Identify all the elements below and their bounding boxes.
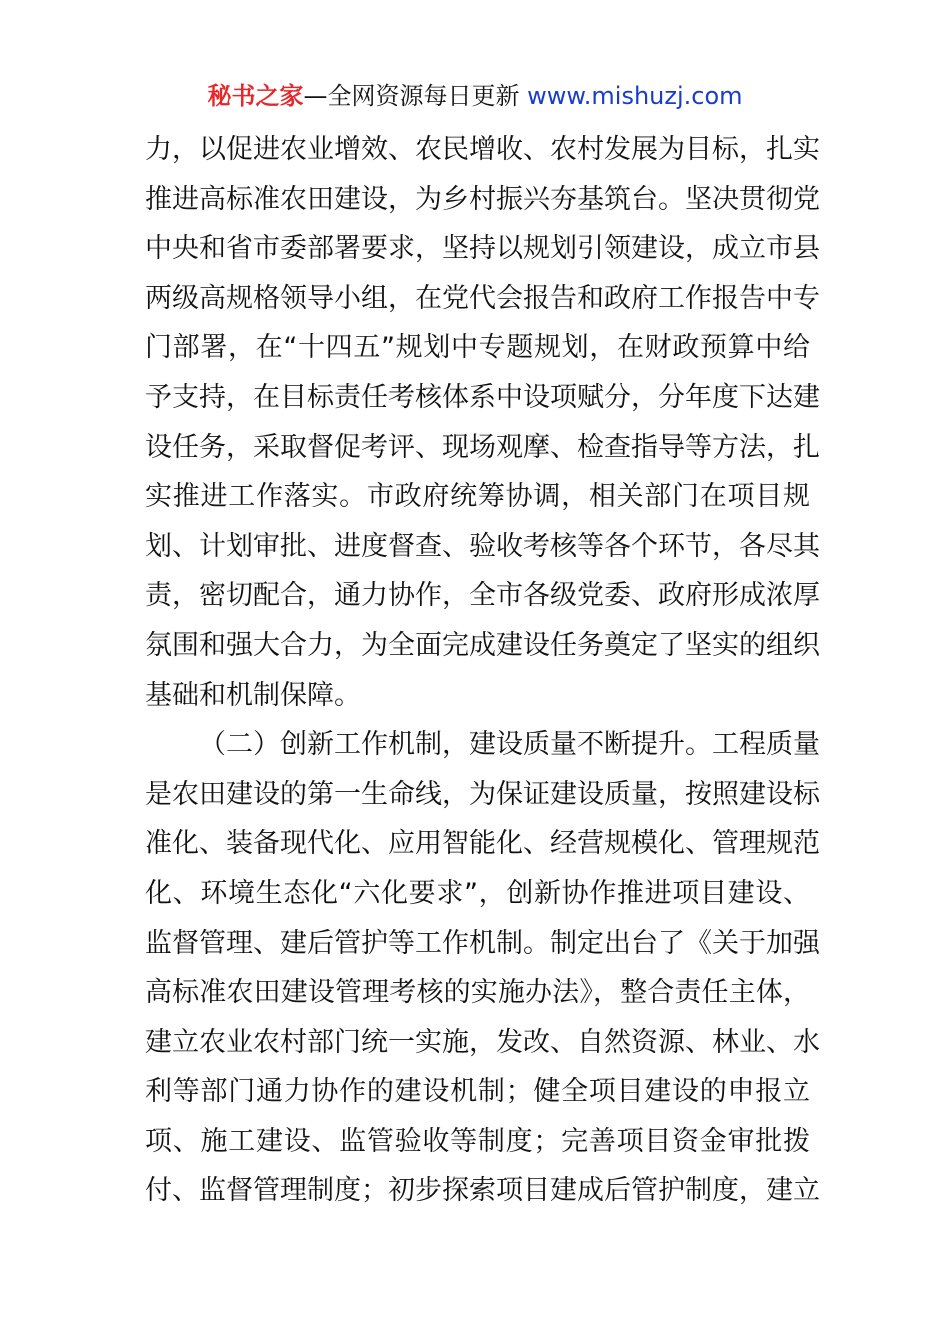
text-line: 两级高规格领导小组，在党代会报告和政府工作报告中专 xyxy=(145,282,820,314)
site-url-link[interactable]: www.mishuzj.com xyxy=(527,82,743,110)
text-line: 门部署，在“十四五”规划中专题规划，在财政预算中给 xyxy=(145,332,810,364)
paragraph-end-line: 基础和机制保障。 xyxy=(145,679,361,711)
text-line: 化、环境生态化“六化要求”，创新协作推进项目建设、 xyxy=(145,877,810,909)
page-header xyxy=(0,80,950,112)
text-line: 项、施工建设、监管验收等制度；完善项目资金审批拨 xyxy=(145,1125,810,1157)
document-body xyxy=(145,125,820,1216)
text-line: 予支持，在目标责任考核体系中设项赋分，分年度下达建 xyxy=(145,381,820,413)
text-line: 监督管理、建后管护等工作机制。制定出台了《关于加强 xyxy=(145,927,820,959)
section-heading-line: （二）创新工作机制，建设质量不断提升。工程质量 xyxy=(199,729,820,761)
text-line: 准化、装备现代化、应用智能化、经营规模化、管理规范 xyxy=(145,828,820,860)
text-line: 氛围和强大合力，为全面完成建设任务奠定了坚实的组织 xyxy=(145,629,820,661)
text-line: 是农田建设的第一生命线，为保证建设质量，按照建设标 xyxy=(145,778,820,810)
text-line: 力，以促进农业增效、农民增收、农村发展为目标，扎实 xyxy=(145,134,820,165)
site-brand: 秘书之家 xyxy=(207,82,304,110)
text-line: 责，密切配合，通力协作，全市各级党委、政府形成浓厚 xyxy=(145,580,820,612)
site-tagline: —全网资源每日更新 xyxy=(303,82,520,110)
text-line: 划、计划审批、进度督查、验收考核等各个环节，各尽其 xyxy=(145,530,820,562)
text-line: 高标准农田建设管理考核的实施办法》，整合责任主体， xyxy=(145,977,810,1009)
text-line: 付、监督管理制度；初步探索项目建成后管护制度，建立 xyxy=(145,1175,820,1207)
text-line: 建立农业农村部门统一实施，发改、自然资源、林业、水 xyxy=(145,1026,820,1058)
text-line: 设任务，采取督促考评、现场观摩、检查指导等方法，扎 xyxy=(145,431,820,463)
text-line: 推进高标准农田建设，为乡村振兴夯基筑台。坚决贯彻党 xyxy=(145,183,820,215)
text-line: 中央和省市委部署要求，坚持以规划引领建设，成立市县 xyxy=(145,233,820,265)
text-line: 实推进工作落实。市政府统筹协调，相关部门在项目规 xyxy=(145,481,810,513)
text-line: 利等部门通力协作的建设机制；健全项目建设的申报立 xyxy=(145,1076,810,1108)
